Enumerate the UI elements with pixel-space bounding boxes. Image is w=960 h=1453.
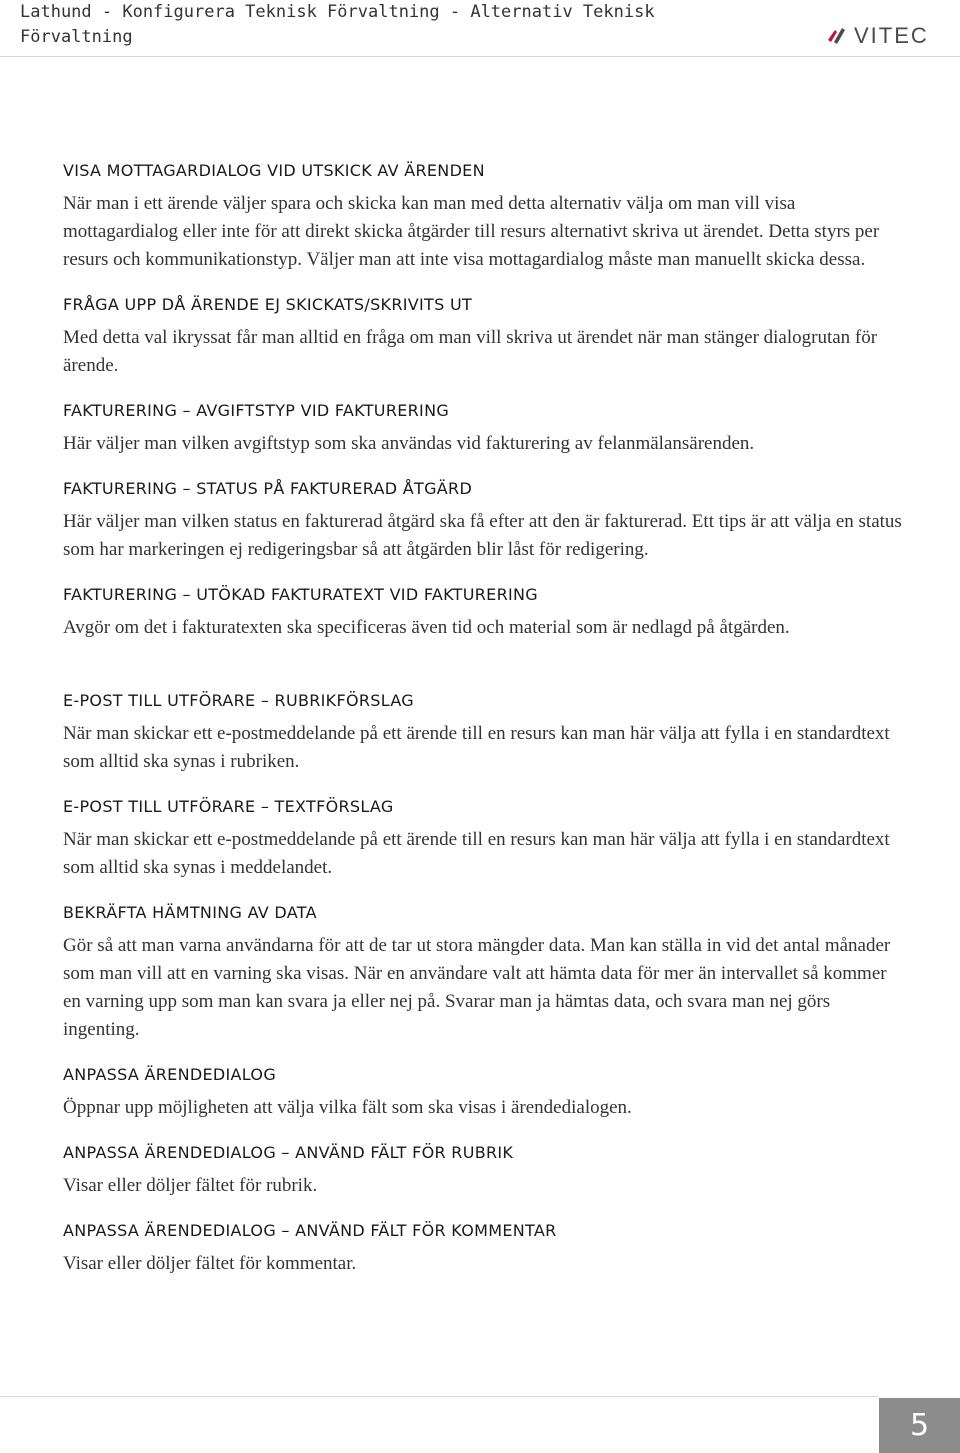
section-utokad-fakturatext [63, 584, 903, 642]
section-heading: FAKTURERING – AVGIFTSTYP VID FAKTURERING [63, 401, 450, 420]
section-body: När man skickar ett e-postmeddelande på ett ärende till en resurs kan man här välja att fylla i en standardtext som alltid ska synas i meddelandet. [63, 829, 890, 878]
section-avgiftstyp [63, 400, 903, 458]
section-heading: E-POST TILL UTFÖRARE – TEXTFÖRSLAG [63, 797, 394, 816]
page-header [0, 0, 960, 57]
section-body: När man skickar ett e-postmeddelande på ett ärende till en resurs kan man här välja att fylla i en standardtext som alltid ska synas i rubriken. [63, 723, 890, 772]
section-heading: VISA MOTTAGARDIALOG VID UTSKICK AV ÄRENDEN [63, 161, 485, 180]
section-body: Visar eller döljer fältet för kommentar. [63, 1253, 357, 1274]
section-body: Öppnar upp möjligheten att välja vilka fält som ska visas i ärendedialogen. [63, 1097, 632, 1118]
section-heading: ANPASSA ÄRENDEDIALOG – ANVÄND FÄLT FÖR RUBRIK [63, 1143, 514, 1162]
footer-divider [0, 1396, 878, 1397]
section-heading: FRÅGA UPP DÅ ÄRENDE EJ SKICKATS/SKRIVITS UT [63, 295, 473, 314]
section-heading: ANPASSA ÄRENDEDIALOG – ANVÄND FÄLT FÖR KOMMENTAR [63, 1221, 557, 1240]
document-body [63, 160, 903, 1298]
page-number: 5 [879, 1398, 960, 1453]
section-visa-mottagardialog [63, 160, 903, 274]
section-heading: ANPASSA ÄRENDEDIALOG [63, 1065, 277, 1084]
section-heading: E-POST TILL UTFÖRARE – RUBRIKFÖRSLAG [63, 691, 414, 710]
section-body: När man i ett ärende väljer spara och skicka kan man med detta alternativ välja om man vill visa mottagardialog eller inte för att direkt skicka åtgärder till resurs alternativt skriva ut ärendet. Detta styrs per resurs och kommunikationstyp. Väljer man att inte visa mottagardialog måste man manuellt skicka dessa. [63, 193, 880, 270]
section-anpassa-arendedialog [63, 1064, 903, 1122]
section-heading: FAKTURERING – UTÖKAD FAKTURATEXT VID FAKTURERING [63, 585, 538, 604]
section-epost-textforslag [63, 796, 903, 882]
section-falt-rubrik [63, 1142, 903, 1200]
section-body: Avgör om det i fakturatexten ska specificeras även tid och material som är nedlagd på åtgärden. [63, 617, 790, 638]
section-epost-rubrikforslag [63, 690, 903, 776]
section-body: Med detta val ikryssat får man alltid en fråga om man vill skriva ut ärendet när man stänger dialogrutan för ärende. [63, 327, 878, 376]
section-heading: BEKRÄFTA HÄMTNING AV DATA [63, 903, 317, 922]
document-title: Lathund - Konfigurera Teknisk Förvaltning - Alternativ Teknisk Förvaltning [20, 2, 655, 47]
section-body: Här väljer man vilken avgiftstyp som ska användas vid fakturering av felanmälansärenden. [63, 433, 755, 454]
section-heading: FAKTURERING – STATUS PÅ FAKTURERAD ÅTGÄRD [63, 479, 473, 498]
section-body: Här väljer man vilken status en fakturerad åtgärd ska få efter att den är fakturerad. Ett tips är att välja en status som har markeringen ej redigeringsbar så att åtgärden blir låst för redigering. [63, 511, 902, 560]
logo-wordmark: VITEC [854, 23, 929, 48]
section-body: Gör så att man varna användarna för att de tar ut stora mängder data. Man kan ställa in vid det antal månader som man vill att en varning ska visas. När en användare valt att hämta data för mer än intervallet så kommer en varning upp som man kan svara ja eller nej på. Svarar man ja hämtas data, och svara man nej görs ingenting. [63, 935, 891, 1040]
section-bekrafta-hamtning [63, 902, 903, 1044]
section-body: Visar eller döljer fältet för rubrik. [63, 1175, 318, 1196]
vitec-logo [826, 22, 948, 48]
section-fraga-upp [63, 294, 903, 380]
section-falt-kommentar [63, 1220, 903, 1278]
section-status-fakturerad [63, 478, 903, 564]
